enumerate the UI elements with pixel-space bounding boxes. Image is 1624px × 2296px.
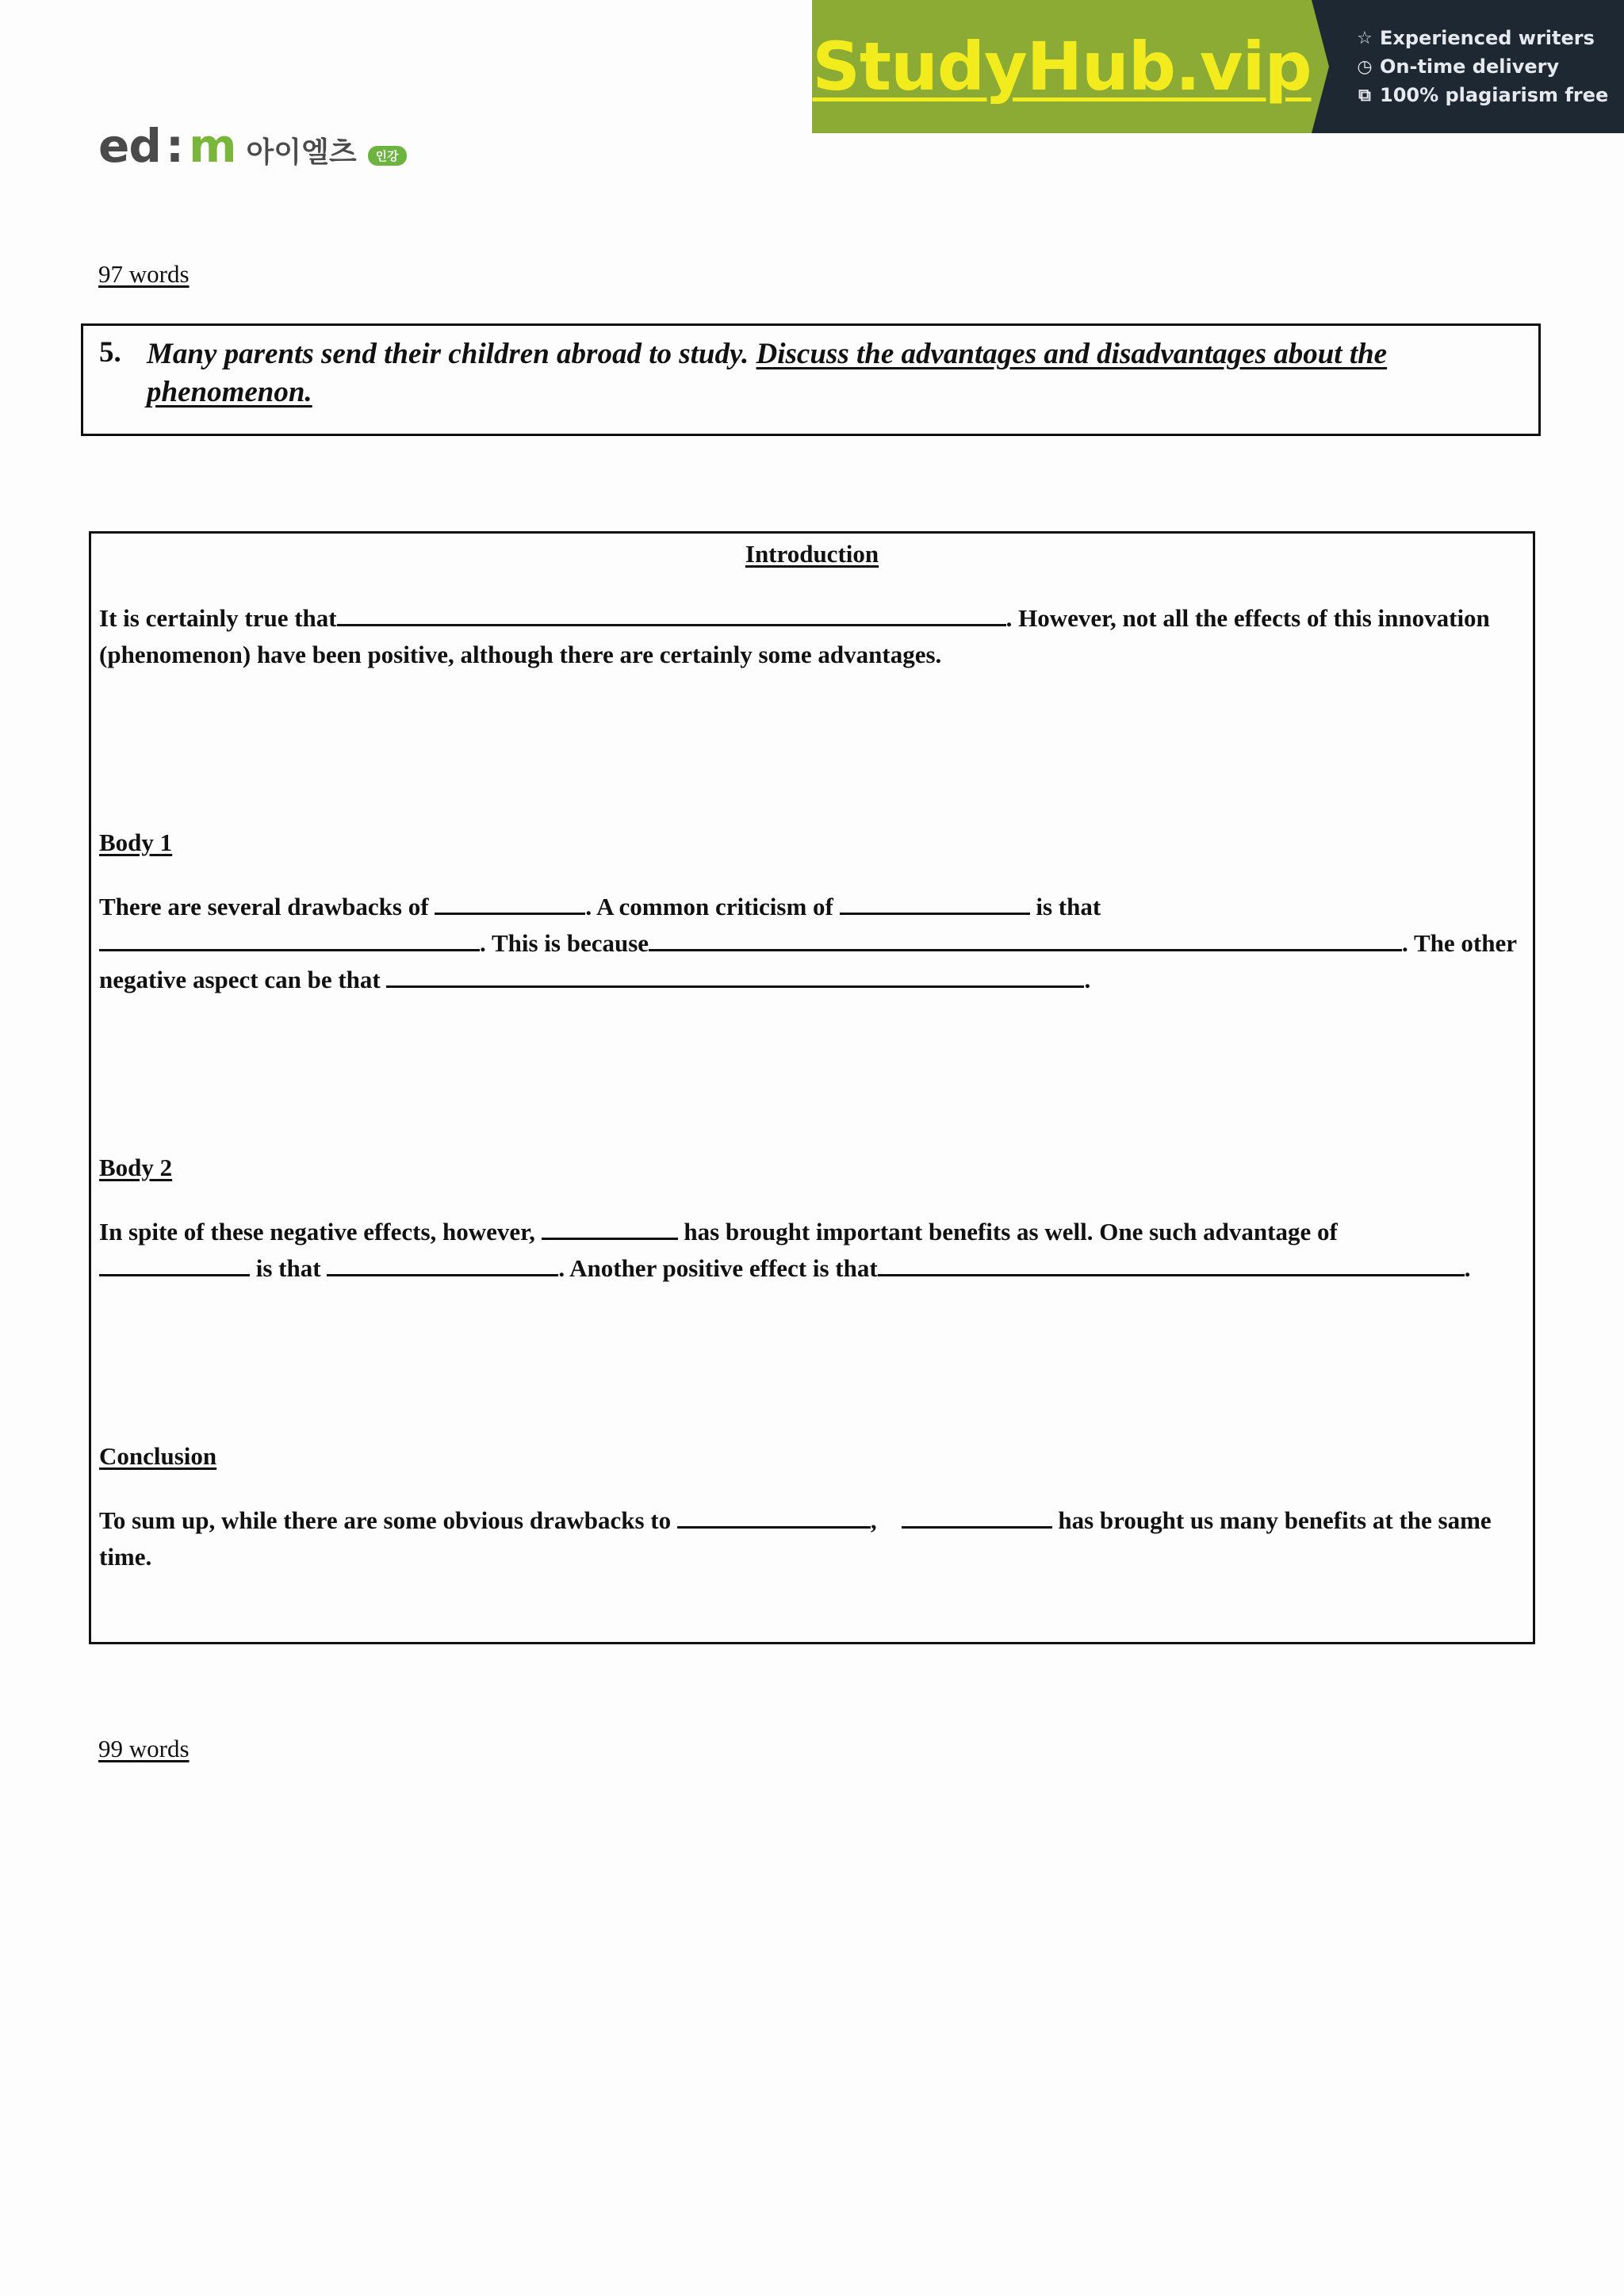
word-count-bottom: 99 words — [98, 1735, 190, 1762]
body1-text-2: . A common criticism of — [585, 893, 833, 920]
logo-m: m — [189, 119, 237, 173]
blank-field[interactable] — [840, 889, 1030, 915]
body2-paragraph — [99, 1214, 1526, 1287]
word-count-top: 97 words — [98, 260, 190, 288]
essay-template-box — [89, 531, 1535, 1644]
body1-text-5: . The other negative aspect can be that — [99, 929, 1517, 993]
copy-icon: ⧉ — [1358, 85, 1371, 105]
feature-item — [1356, 27, 1624, 49]
logo-badge: 인강 — [368, 146, 407, 166]
feature-label: On-time delivery — [1380, 55, 1560, 78]
conclusion-paragraph — [99, 1502, 1526, 1575]
body1-paragraph — [99, 889, 1526, 998]
question-prompt: Many parents send their children abroad to study. — [147, 338, 749, 370]
blank-field[interactable] — [677, 1502, 871, 1529]
blank-field[interactable] — [99, 1250, 250, 1276]
body2-text-1: In spite of these negative effects, however, — [99, 1218, 535, 1246]
blank-field[interactable] — [327, 1250, 558, 1276]
body1-text-1: There are several drawbacks of — [99, 893, 429, 920]
blank-field[interactable] — [542, 1214, 678, 1240]
blank-field[interactable] — [337, 600, 1006, 626]
body1-text-3: is that — [1036, 893, 1101, 920]
body2-text-3: is that — [255, 1254, 321, 1282]
question-number: 5. — [99, 336, 121, 369]
body2-text-4: . Another positive effect is that — [558, 1254, 878, 1282]
studyhub-banner[interactable] — [812, 0, 1624, 133]
banner-brand-panel — [812, 0, 1312, 133]
edm-logo — [98, 119, 407, 173]
body2-heading: Body 2 — [99, 1154, 173, 1181]
banner-features — [1312, 0, 1624, 133]
introduction-paragraph — [99, 600, 1526, 673]
blank-field[interactable] — [435, 889, 585, 915]
conclusion-text-1: To sum up, while there are some obvious drawbacks to — [99, 1506, 672, 1534]
body1-text-6: . — [1084, 966, 1091, 993]
blank-field[interactable] — [386, 962, 1084, 988]
feature-item — [1356, 55, 1624, 78]
logo-korean: 아이엘츠 — [246, 136, 357, 169]
introduction-heading: Introduction — [745, 540, 879, 568]
brand-name[interactable]: StudyHub.vip — [812, 28, 1312, 105]
introduction-heading-wrap — [91, 540, 1533, 568]
question-task: Discuss the advantages and disadvantages about the phenomenon. — [147, 338, 1388, 408]
logo-colon: : — [165, 119, 185, 173]
conclusion-heading: Conclusion — [99, 1442, 217, 1470]
question-text — [147, 335, 1526, 411]
blank-field[interactable] — [902, 1502, 1052, 1529]
feature-label: 100% plagiarism free — [1380, 84, 1609, 106]
conclusion-text-3: has brought us many benefits at the same time. — [99, 1506, 1492, 1571]
body1-heading: Body 1 — [99, 828, 173, 856]
intro-text-2: . However, not all the effects of this innovation (phenomenon) have been positive, although there are certainly some advantages. — [99, 604, 1490, 668]
logo-ed: ed — [98, 119, 161, 173]
feature-label: Experienced writers — [1380, 27, 1595, 49]
body2-text-2: has brought important benefits as well. One such advantage of — [684, 1218, 1338, 1246]
intro-text-1: It is certainly true that — [99, 604, 337, 632]
body1-text-4: . This is because — [480, 929, 649, 957]
question-box — [81, 323, 1541, 436]
blank-field[interactable] — [99, 925, 480, 951]
clock-icon: ◷ — [1357, 56, 1373, 77]
conclusion-text-2: , — [870, 1506, 877, 1534]
star-outline-icon: ☆ — [1357, 28, 1373, 48]
blank-field[interactable] — [878, 1250, 1465, 1276]
blank-field[interactable] — [649, 925, 1402, 951]
feature-item — [1356, 84, 1624, 106]
body2-text-5: . — [1464, 1254, 1471, 1282]
